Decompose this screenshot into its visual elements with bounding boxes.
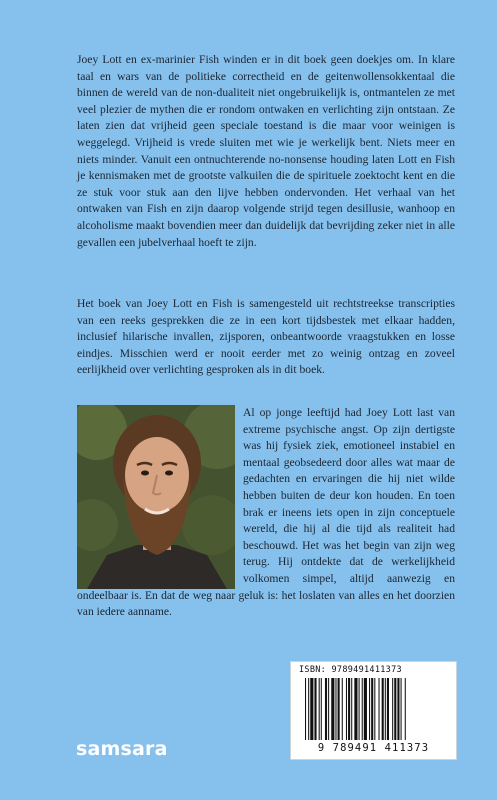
barcode-bar <box>401 678 402 740</box>
barcode-bar <box>310 678 313 740</box>
barcode-bar <box>359 678 360 740</box>
barcode-bar <box>354 678 357 740</box>
isbn-barcode <box>290 661 457 760</box>
barcode-bar <box>387 678 389 740</box>
barcode-bar <box>364 678 367 740</box>
barcode-bar <box>371 678 373 740</box>
barcode-bar <box>319 678 320 740</box>
blurb-paragraph-1: Joey Lott en ex-marinier Fish winden er in dit boek geen doekjes om. In klare taal en wars van de politieke correctheid en de geitenwollensokkentaal die binnen de wereld van de non-dualiteit niet ongebruikelijk is, ontmantelen ze met veel plezier de mythen die er rondom ontwaken en verlichting zijn ontstaan. Ze laten zien dat vrijheid geen speciale toestand is die maar voor weinigen is weggelegd. Vrijheid is vrede sluiten met wie je werkelijk bent. Niets meer en niets minder. Vanuit een ontnuchterende no-nonsense houding laten Lott en Fish je kennismaken met de grootste valkuilen die de spirituele zoektocht kent en die ze stuk voor stuk aan den lijve hebben ondervonden. Het verhaal van het ontwaken van Fish en zijn daarop volgende strijd tegen desillusie, wanhoop en alcoholisme maakt bovendien meer dan duidelijk dat bevrijding zeker niet in alle gevallen een jubelverhaal hoeft te zijn. <box>77 53 455 249</box>
barcode-bar <box>321 678 322 740</box>
barcode-bar <box>348 678 350 740</box>
barcode-bar <box>331 678 334 740</box>
barcode-bar <box>374 678 375 740</box>
barcode-digits: 9 789491 411373 <box>317 742 430 754</box>
barcode-bar <box>328 678 329 740</box>
barcode-bar <box>405 678 406 740</box>
barcode-bar <box>325 678 327 740</box>
barcode-bar <box>369 678 370 740</box>
barcode-bar <box>338 678 340 740</box>
publisher-logo: samsara <box>76 738 168 760</box>
barcode-bar <box>351 678 352 740</box>
barcode-bar <box>379 678 380 740</box>
blurb-paragraph-2: Het boek van Joey Lott en Fish is samengesteld uit rechtstreekse transcripties van een reeks gesprekken die ze in een kort tijdsbestek met elkaar hadden, inclusief hilarische invallen, zijsporen, onbeantwoorde vraagstukken en losse eindjes. Misschien werd er nooit eerder met zo weinig ontzag en zoveel eerlijkheid over verlichting gesproken als in dit boek. <box>77 297 455 377</box>
barcode-bar <box>397 678 399 740</box>
barcode-bar <box>362 678 363 740</box>
barcode-bar <box>382 678 384 740</box>
barcode-bar <box>335 678 336 740</box>
barcode-bar <box>392 678 393 740</box>
isbn-label: ISBN: 9789491411373 <box>299 665 402 675</box>
barcode-bar <box>346 678 347 740</box>
barcode-bar <box>342 678 343 740</box>
barcode-bar <box>394 678 396 740</box>
barcode-bar <box>385 678 386 740</box>
barcode-bar <box>314 678 316 740</box>
barcode-bar <box>305 678 306 740</box>
photo-spacer <box>77 405 243 587</box>
barcode-bar <box>308 678 309 740</box>
author-bio-text: Al op jonge leeftijd had Joey Lott last van extreme psychische angst. Op zijn dertigste was hij fysiek ziek, emotioneel instabiel en mentaal geobsedeerd door alles wat maar de gedachten en ervaringen die hij niet wilde hebben buiten de deur kon houden. En toen brak er ineens iets open in zijn conceptuele wereld, die hij al die tijd als realiteit had beschouwd. Het was het begin van zijn weg terug. Hij ontdekte dat de werkelijkheid volkomen simpel, altijd aanwezig en ondeelbaar is. En dat de weg naar geluk is: het loslaten van alles en het doorzien van iedere aanname. <box>77 406 455 619</box>
author-bio <box>77 405 455 621</box>
